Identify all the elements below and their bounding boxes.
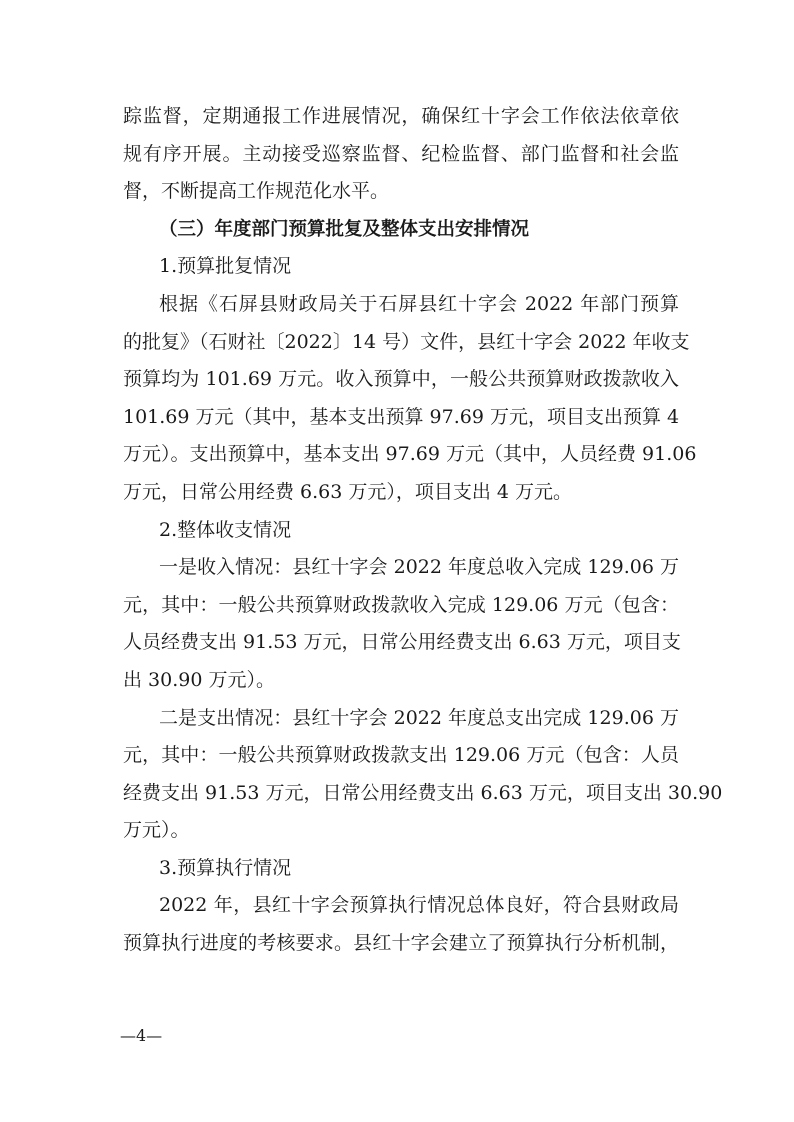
text-line: 经费支出 91.53 万元，日常公用经费支出 6.63 万元，项目支出 30.90 (123, 781, 723, 804)
text-line: 万元，日常公用经费 6.63 万元），项目支出 4 万元。 (123, 480, 573, 503)
text-line: 出 30.90 万元）。 (123, 668, 275, 691)
text-line: 万元）。支出预算中，基本支出 97.69 万元（其中，人员经费 91.06 (123, 443, 697, 466)
subsection-title: 2.整体收支情况 (159, 518, 292, 541)
section-heading: （三）年度部门预算批复及整体支出安排情况 (159, 218, 530, 240)
text-line: 的批复》（石财社〔2022〕14 号）文件，县红十字会 2022 年收支 (123, 330, 690, 353)
text-line: 根据《石屏县财政局关于石屏县红十字会 2022 年部门预算 (159, 292, 679, 315)
document-body (123, 98, 723, 963)
text-line: 督，不断提高工作规范化水平。 (123, 180, 390, 203)
text-line: 万元）。 (123, 819, 190, 842)
text-line: 元，其中：一般公共预算财政拨款支出 129.06 万元（包含：人员 (123, 744, 679, 767)
text-line: 101.69 万元（其中，基本支出预算 97.69 万元，项目支出预算 4 (123, 405, 680, 428)
subsection-title: 1.预算批复情况 (159, 255, 292, 278)
text-line: 预算均为 101.69 万元。收入预算中，一般公共预算财政拨款收入 (123, 368, 679, 391)
subsection-title: 3.预算执行情况 (159, 856, 292, 879)
text-line: 2022 年，县红十字会预算执行情况总体良好，符合县财政局 (159, 894, 679, 917)
text-line: 预算执行进度的考核要求。县红十字会建立了预算执行分析机制， (123, 932, 679, 955)
text-line: 人员经费支出 91.53 万元，日常公用经费支出 6.63 万元，项目支 (123, 631, 681, 654)
text-line: 规有序开展。主动接受巡察监督、纪检监督、部门监督和社会监 (123, 142, 679, 165)
text-line: 二是支出情况：县红十字会 2022 年度总支出完成 129.06 万 (159, 706, 679, 729)
page-number: —4— (120, 1026, 163, 1045)
text-line: 一是收入情况：县红十字会 2022 年度总收入完成 129.06 万 (159, 556, 679, 579)
text-line: 元，其中：一般公共预算财政拨款收入完成 129.06 万元（包含： (123, 593, 679, 616)
text-line: 踪监督，定期通报工作进展情况，确保红十字会工作依法依章依 (123, 105, 679, 127)
